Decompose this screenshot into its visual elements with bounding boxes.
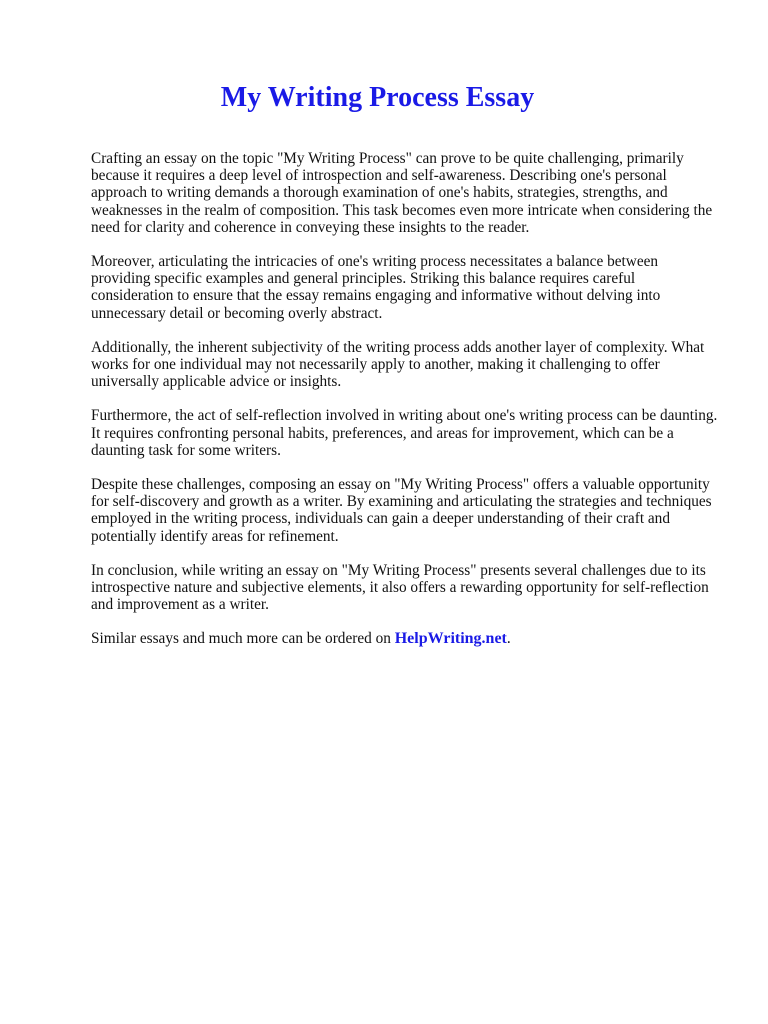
footer-note bbox=[91, 630, 720, 647]
paragraph-self-reflection: Furthermore, the act of self-reflection involved in writing about one's writing process can be daunting. It requires confronting personal habits, preferences, and areas for improvement, which can be a daunting task for some writers. bbox=[91, 407, 718, 459]
paragraph-balance: Moreover, articulating the intricacies of one's writing process necessitates a balance between providing specific examples and general principles. Striking this balance requires careful consideration to ensure that the essay remains engaging and informative without delving into unnecessary detail or becoming overly abstract. bbox=[91, 253, 661, 322]
paragraph-intro: Crafting an essay on the topic "My Writing Process" can prove to be quite challenging, primarily because it requires a deep level of introspection and self-awareness. Describing one's personal approach to writing demands a thorough examination of one's habits, strategies, strengths, and weaknesses in the realm of composition. This task becomes even more intricate when considering the need for clarity and coherence in conveying these insights to the reader. bbox=[91, 150, 713, 236]
paragraph-conclusion: In conclusion, while writing an essay on "My Writing Process" presents several challenges due to its introspective nature and subjective elements, it also offers a rewarding opportunity for self-reflection and improvement as a writer. bbox=[91, 561, 709, 614]
paragraph-subjectivity: Additionally, the inherent subjectivity of the writing process adds another layer of complexity. What works for one individual may not necessarily apply to another, making it challenging to offer universally applicable advice or insights. bbox=[91, 338, 705, 391]
page-title: My Writing Process Essay bbox=[220, 82, 535, 113]
footer-prefix: Similar essays and much more can be ordered on bbox=[91, 630, 395, 648]
footer-suffix: . bbox=[506, 630, 511, 648]
paragraph-opportunity: Despite these challenges, composing an essay on "My Writing Process" offers a valuable opportunity for self-discovery and growth as a writer. By examining and articulating the strategies and techniques employed in the writing process, individuals can gain a deeper understanding of their craft and potentially identify areas for refinement. bbox=[91, 476, 712, 545]
helpwriting-link[interactable]: HelpWriting.net bbox=[394, 630, 507, 648]
